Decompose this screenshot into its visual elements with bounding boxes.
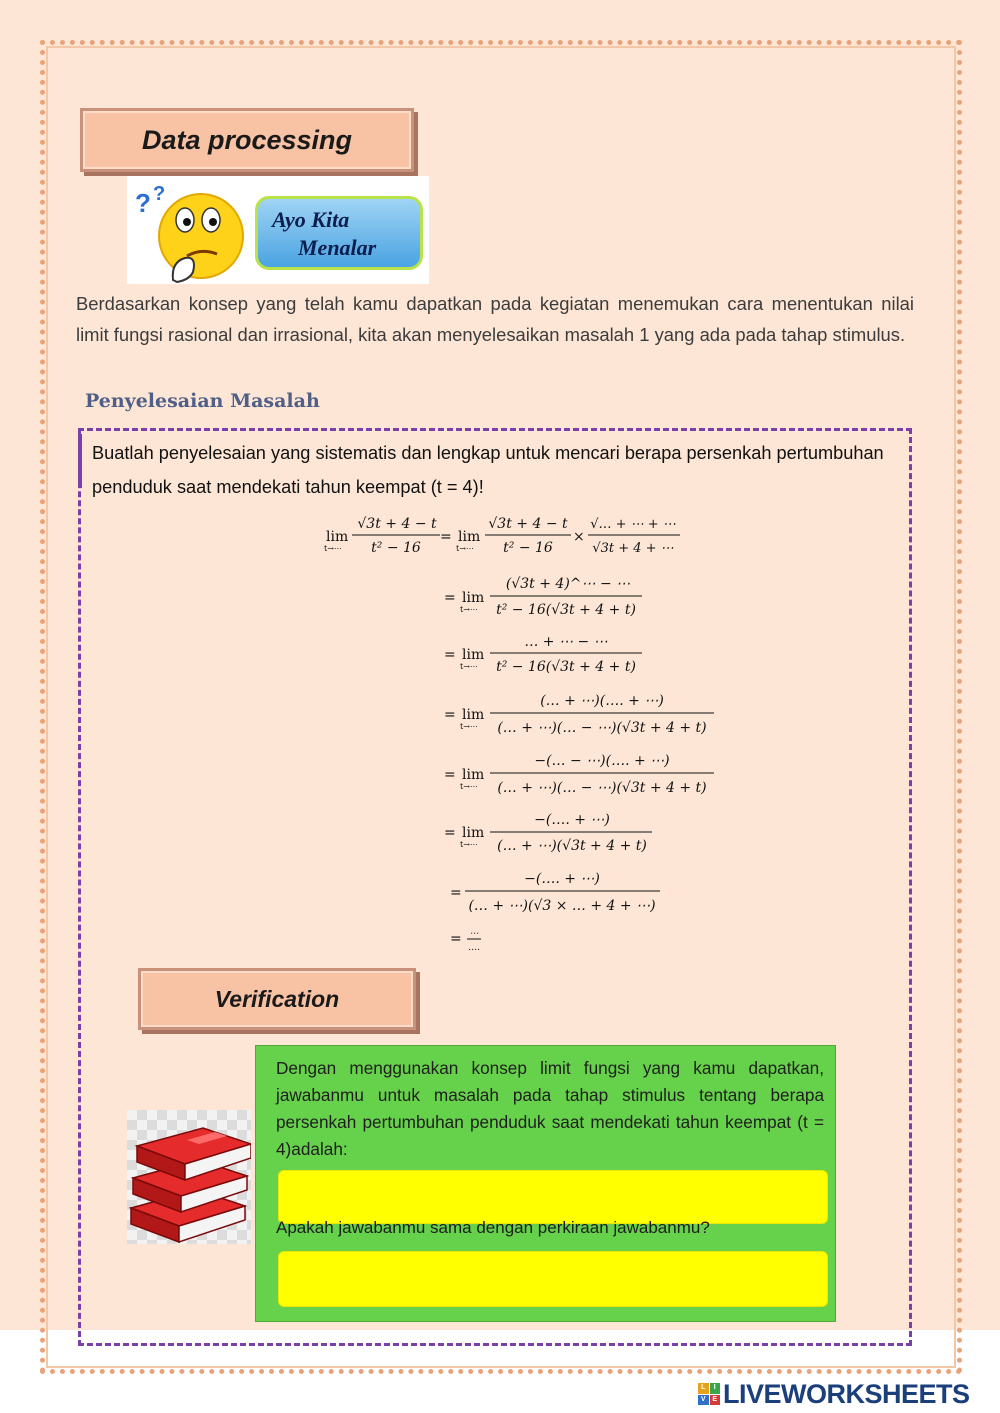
eq-2: = (444, 590, 456, 606)
eq-1: = (440, 529, 452, 545)
intro-paragraph: Berdasarkan konsep yang telah kamu dapatkan pada kegiatan menemukan cara menentukan nilai limit fungsi rasional dan irrasional, kita akan menyelesaikan masalah 1 yang ada pada tahap stimulus. (76, 293, 914, 345)
answer-input-1[interactable] (278, 1170, 828, 1224)
l3-den: t² − 16(√3t + 4 + t) (496, 659, 636, 675)
lim-6: lim (462, 767, 485, 783)
svg-text:?: ? (135, 188, 151, 218)
l7-den: (… + ⋯)(√3 × … + 4 + ⋯) (468, 898, 656, 914)
eq-3: = (444, 647, 456, 663)
l3-num: … + ⋯ − ⋯ (524, 634, 608, 650)
l1-num: √3t + 4 − t (357, 516, 437, 532)
verification-answer-box (255, 1045, 836, 1322)
lim-2: lim (458, 529, 481, 545)
lim-5: lim (462, 707, 485, 723)
l6-den: (… + ⋯)(√3t + 4 + t) (497, 838, 647, 854)
l7-num: −(…. + ⋯) (524, 871, 600, 887)
times-1: × (573, 529, 585, 545)
books-icon (127, 1110, 251, 1244)
lim-1: lim (326, 529, 349, 545)
ayo-kita-line1: Ayo Kita (272, 207, 350, 232)
instruction-left-bar (78, 434, 82, 488)
ayo-kita-label-box (255, 196, 423, 270)
eq-6: = (444, 825, 456, 841)
verification-heading: Verification (138, 968, 416, 1030)
l1-mul-den: √3t + 4 + ⋯ (592, 541, 674, 556)
red-books-image (127, 1110, 251, 1244)
l8-num: ⋯ (469, 929, 479, 939)
eq-5: = (444, 767, 456, 783)
lim-sub-6: t→⋯ (460, 782, 478, 791)
l1-mul-num: √… + ⋯ + ⋯ (590, 517, 676, 532)
l1-den: t² − 16 (371, 540, 421, 556)
svg-text:?: ? (153, 183, 166, 205)
l4-num: (… + ⋯)(…. + ⋯) (540, 693, 664, 709)
lim-7: lim (462, 825, 485, 841)
l2-num: (√3t + 4)^⋯ − ⋯ (505, 576, 631, 592)
l5-den: (… + ⋯)(… − ⋯)(√3t + 4 + t) (497, 780, 707, 796)
ayo-kita-menalar-banner (127, 176, 429, 284)
limit-solution-steps (300, 508, 760, 960)
problem-instruction: Buatlah penyelesaian yang sistematis dan lengkap untuk mencari berapa persenkah pertumbuhan penduduk saat mendekati tahun keempat (t = 4)! (92, 443, 884, 497)
l5-num: −(… − ⋯)(…. + ⋯) (534, 753, 670, 769)
l1-num-b: √3t + 4 − t (488, 516, 568, 532)
l2-den: t² − 16(√3t + 4 + t) (496, 602, 636, 618)
lim-4: lim (462, 647, 485, 663)
l4-den: (… + ⋯)(… − ⋯)(√3t + 4 + t) (497, 720, 707, 736)
l6-num: −(…. + ⋯) (534, 812, 610, 828)
lim-sub-5: t→⋯ (460, 722, 478, 731)
lim-3: lim (462, 590, 485, 606)
thinking-emoji-icon (127, 176, 249, 284)
penyelesaian-masalah-title: Penyelesaian Masalah (85, 390, 320, 412)
l8-den: …. (468, 943, 480, 953)
liveworksheets-logo[interactable] (698, 1378, 970, 1410)
liveworksheets-logo-text: LIVEWORKSHEETS (723, 1378, 970, 1409)
liveworksheets-logo-icon: L I V E (698, 1383, 720, 1405)
lim-sub-7: t→⋯ (460, 840, 478, 849)
lim-sub-2: t→⋯ (456, 544, 474, 553)
lim-sub-1: t→⋯ (324, 544, 342, 553)
verification-question: Apakah jawabanmu sama dengan perkiraan jawabanmu? (276, 1218, 710, 1237)
eq-4: = (444, 707, 456, 723)
answer-input-2[interactable] (278, 1251, 828, 1307)
eq-8: = (450, 931, 462, 947)
data-processing-heading: Data processing (80, 108, 414, 172)
lim-sub-3: t→⋯ (460, 605, 478, 614)
l1-den-b: t² − 16 (503, 540, 553, 556)
ayo-kita-line2: Menalar (298, 235, 377, 260)
lim-sub-4: t→⋯ (460, 662, 478, 671)
eq-7: = (450, 885, 462, 901)
verification-text: Dengan menggunakan konsep limit fungsi yang kamu dapatkan, jawabanmu untuk masalah pada tahap stimulus tentang berapa persenkah pertumbuhan penduduk saat mendekati tahun keempat (t = 4)adalah: (276, 1058, 824, 1159)
